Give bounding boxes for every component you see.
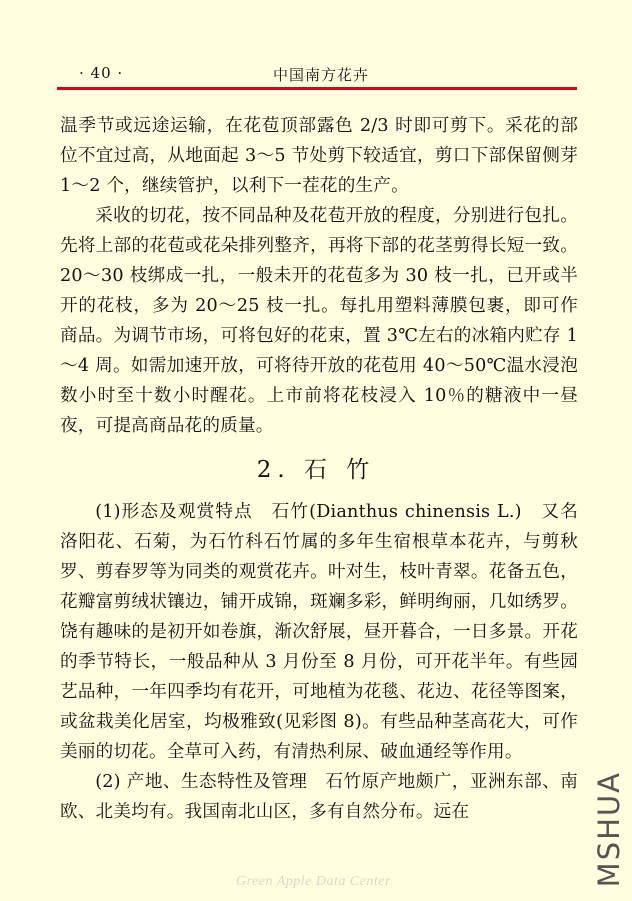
text-block-after-heading xyxy=(60,497,578,827)
text-block-before-heading xyxy=(60,111,578,441)
paragraph: (1)形态及观赏特点 石竹(Dianthus chinensis L.) 又名洛阳花、石菊，为石竹科石竹属的多年生宿根草本花卉，与剪秋罗、剪春罗等为同类的观赏花卉。叶对生，枝叶青翠。花备五色，花瓣富剪绒状镶边，铺开成锦，斑斓多彩，鲜明绚丽，几如绣罗。饶有趣味的是初开如卷旗，渐次舒展，昼开暮合，一日多景。开花的季节特长，一般品种从 3 月份至 8 月份，可开花半年。有些园艺品种，一年四季均有花开，可地植为花毯、花边、花径等图案，或盆栽美化居室，均极雅致(见彩图 8)。有些品种茎高花大，可作美丽的切花。全草可入药，有清热利尿、破血通经等作用。 xyxy=(60,502,578,762)
watermark: Green Apple Data Center xyxy=(236,874,391,889)
logo: MSHUA xyxy=(592,770,626,887)
header-rule xyxy=(57,87,577,90)
running-title: 中国南方花卉 xyxy=(273,66,370,84)
paragraph: (2) 产地、生态特性及管理 石竹原产地颇广，亚洲东部、南欧、北美均有。我国南北山区，多有自然分布。远在 xyxy=(60,772,578,822)
paragraph: 采收的切花，按不同品种及花苞开放的程度，分别进行包扎。先将上部的花苞或花朵排列整齐，再将下部的花茎剪得长短一致。20～30 枝绑成一扎，一般未开的花苞多为 30 枝一扎，已开或半开的花枝，多为 20～25 枝一扎。每扎用塑料薄膜包裹，即可作商品。为调节市场，可将包好的花束，置 3℃左右的冰箱内贮存 1～4 周。如需加速开放，可将待开放的花苞用 40～50℃温水浸泡数小时至十数小时醒花。上市前将花枝浸入 10％的糖液中一昼夜，可提高商品花的质量。 xyxy=(60,206,578,436)
section-heading: 2. 石 竹 xyxy=(256,457,376,483)
paragraph: 温季节或远途运输，在花苞顶部露色 2/3 时即可剪下。采花的部位不宜过高，从地面起 3～5 节处剪下较适宜，剪口下部保留侧芽 1～2 个，继续管护，以利下一茬花的生产。 xyxy=(60,116,578,196)
page-header xyxy=(57,62,577,86)
page-number: · 40 · xyxy=(79,64,124,82)
